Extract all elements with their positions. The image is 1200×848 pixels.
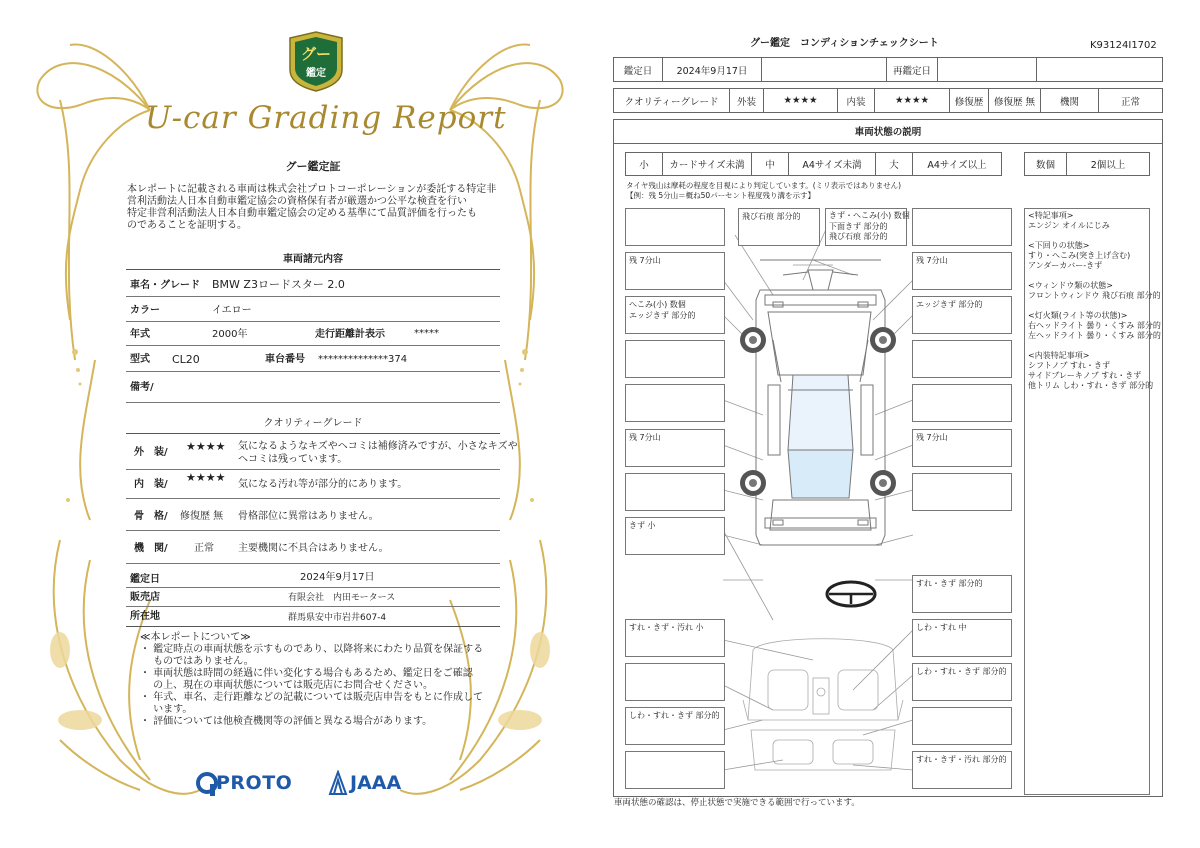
report-brand-title: U-car Grading Report (145, 100, 507, 136)
damage-box-left-door (625, 340, 725, 378)
chassis-label: 車台番号 (265, 354, 305, 365)
interior-box-steering: すれ・きず 部分的 (912, 575, 1012, 613)
model-label: 型式 (130, 354, 150, 365)
special-note-line (1028, 231, 1146, 241)
spec-divider (126, 269, 500, 270)
size-small-label: 小 (625, 152, 663, 176)
special-notes-panel (1024, 208, 1161, 795)
sheet-doc-id: K93124I1702 (1090, 40, 1157, 51)
exterior-stars: ★★★★ (186, 440, 226, 453)
damage-text: 飛び石痕 部分的 (829, 232, 888, 241)
special-note-line (1028, 271, 1146, 281)
special-note-line: アンダーカバー-きず (1028, 261, 1103, 270)
spec-divider (126, 498, 500, 499)
special-note-line (1028, 301, 1146, 311)
damage-box-rear-left (625, 473, 725, 511)
interior-box-rear-left (625, 751, 725, 789)
damage-box-right-side (912, 384, 1012, 422)
exterior-label: 外 装/ (134, 447, 168, 458)
size-large-desc: A4サイズ以上 (912, 152, 1002, 176)
mileage-label: 走行距離計表示 (315, 329, 385, 340)
dealer-label: 販売店 (130, 592, 160, 603)
damage-text: きず・へこみ(小) 数個 (829, 211, 910, 220)
interior-label: 内 装/ (134, 479, 168, 490)
interior-label-cell: 内装 (837, 88, 875, 113)
damage-box-right-fender: エッジきず 部分的 (912, 296, 1012, 334)
remarks-label: 備考/ (130, 382, 154, 393)
color-label: カラー (130, 305, 160, 316)
special-note-line: 右ヘッドライト 曇り・くすみ 部分的 (1028, 321, 1161, 330)
special-note-line: シフトノブ すれ・きず (1028, 361, 1111, 370)
count-value: 2個以上 (1066, 152, 1150, 176)
count-label: 数個 (1024, 152, 1067, 176)
damage-text: 下面きず 部分的 (829, 221, 888, 231)
sheet-footer-note: 車両状態の確認は、停止状態で実施できる範囲で行っています。 (614, 798, 860, 808)
spec-divider (126, 433, 500, 434)
interior-comment: 気になる汚れ等が部分的にあります。 (238, 479, 408, 490)
special-note-line: エンジン オイルにじみ (1028, 221, 1110, 230)
damage-box-hood: 飛び石痕 部分的 (738, 208, 820, 246)
specs-section-title: 車両諸元内容 (283, 254, 343, 265)
special-note-line: フロントウィンドウ 飛び石痕 部分的 (1028, 291, 1161, 300)
interior-stars-cell: ★★★★ (874, 88, 950, 113)
note-line: の上、現在の車両状態については販売店にお問合せください。 (140, 680, 433, 691)
sheet-title: グー鑑定 コンディションチェックシート (750, 38, 939, 49)
spec-divider (126, 587, 500, 588)
proto-logo-mark-icon (196, 772, 218, 796)
appraisal-date-value: 2024年9月17日 (300, 572, 375, 583)
damage-box-front-left (625, 208, 725, 246)
special-note-line: <内装特記事項> (1028, 351, 1090, 360)
jaaa-logo-text: JAAA (350, 772, 402, 794)
special-note-line: <灯火類(ライト等の状態)> (1028, 311, 1128, 320)
spec-divider (126, 345, 500, 346)
report-notes (140, 632, 500, 728)
name-grade-label: 車名・グレード (130, 280, 200, 291)
damage-box-left-fender (625, 296, 725, 334)
color-value: イエロー (212, 305, 252, 316)
engine-label: 機 関/ (134, 543, 168, 554)
interior-box-right-trim: しわ・すれ・きず 部分的 (912, 663, 1012, 701)
spec-divider (126, 402, 500, 403)
frame-label: 骨 格/ (134, 511, 168, 522)
chassis-value: **************374 (318, 354, 408, 365)
engine-value-cell: 正常 (1098, 88, 1163, 113)
interior-box-rear-right: すれ・きず・汚れ 部分的 (912, 751, 1012, 789)
jaaa-logo-mark-icon (328, 770, 348, 796)
steering-wheel-icon (827, 582, 875, 606)
size-small-desc: カードサイズ未満 (662, 152, 752, 176)
exterior-comment-line-2: ヘコミは残っています。 (238, 454, 348, 465)
appraisal-date-label-cell: 鑑定日 (613, 57, 663, 82)
location-label: 所在地 (130, 611, 160, 622)
quality-section-title: クオリティーグレード (263, 418, 363, 429)
interior-box-left-trim (625, 663, 725, 701)
tire-box-rear-right: 残 7分山 (912, 429, 1012, 467)
spec-divider (126, 563, 500, 564)
appraisal-date-label: 鑑定日 (130, 574, 160, 585)
interior-box-driver-seat: しわ・すれ 中 (912, 619, 1012, 657)
exterior-label-cell: 外装 (729, 88, 764, 113)
spec-divider (126, 626, 500, 627)
exterior-comment-line-1: 気になるようなキズやヘコミは補修済みですが、小さなキズや (238, 441, 518, 452)
spec-divider (126, 371, 500, 372)
spec-divider (126, 296, 500, 297)
svg-text:グー: グー (300, 45, 332, 63)
spec-divider (126, 606, 500, 607)
special-note-line: 他トリム しわ・すれ・きず 部分的 (1028, 381, 1154, 390)
damage-box-front (825, 208, 910, 246)
damage-text: エッジきず 部分的 (629, 311, 696, 320)
special-note-line (1028, 341, 1146, 351)
model-value: CL20 (172, 353, 200, 366)
blank-cell (761, 57, 887, 82)
damage-box-front-right (912, 208, 1012, 246)
tire-box-front-left: 残 7分山 (625, 252, 725, 290)
interior-stars: ★★★★ (186, 471, 226, 484)
name-grade-value: BMW Z3ロードスター 2.0 (212, 278, 345, 291)
spec-divider (126, 469, 500, 470)
note-line: ものではありません。 (140, 656, 254, 667)
reappraisal-value-cell (937, 57, 1037, 82)
interior-box-passenger-seat: しわ・すれ・きず 部分的 (625, 707, 725, 745)
engine-value: 正常 (194, 543, 214, 554)
note-line: ・ 鑑定時点の車両状態を示すものであり、以降将来にわたり品質を保証する (140, 644, 484, 655)
note-line: ・ 車両状態は時間の経過に伴い変化する場合もあるため、鑑定日をご確認 (140, 668, 473, 679)
spec-divider (126, 530, 500, 531)
damage-box-rear: きず 小 (625, 517, 725, 555)
tire-note-1: タイヤ残山は摩耗の程度を目視により判定しています。(ミリ表示ではありません) (626, 181, 902, 190)
engine-comment: 主要機関に不具合はありません。 (238, 543, 389, 554)
special-note-line: サイドブレーキノブ すれ・きず (1028, 371, 1142, 380)
special-note-line: <ウィンドウ類の状態> (1028, 281, 1113, 290)
condition-title: 車両状態の説明 (613, 119, 1163, 144)
certificate-intro (127, 184, 497, 232)
intro-line: 本レポートに記載される車両は株式会社プロトコーポレーションが委託する特定非 (127, 184, 497, 195)
grade-label-cell: クオリティーグレード (613, 88, 730, 113)
interior-box-dashboard: すれ・きず・汚れ 小 (625, 619, 725, 657)
mileage-value: ***** (414, 328, 439, 339)
special-note-line: <下回りの状態> (1028, 241, 1090, 250)
damage-box-rear-right (912, 473, 1012, 511)
size-mid-label: 中 (751, 152, 789, 176)
spec-divider (126, 321, 500, 322)
year-value: 2000年 (212, 329, 248, 340)
damage-box-left-side (625, 384, 725, 422)
exterior-stars-cell: ★★★★ (763, 88, 838, 113)
note-line: ・ 年式、車名、走行距離などの記載については販売店申告をもとに作成して (140, 692, 483, 703)
frame-comment: 骨格部位に異常はありません。 (238, 511, 379, 522)
intro-line: 営利活動法人日本自動車鑑定協会の資格保有者が厳選かつ公平な検査を行い (127, 196, 467, 207)
location-value: 群馬県安中市岩井607-4 (288, 613, 387, 623)
repair-label-cell: 修復歴 (949, 88, 989, 113)
proto-logo-text: PROTO (216, 772, 293, 794)
interior-box-console (912, 707, 1012, 745)
tire-box-rear-left: 残 7分山 (625, 429, 725, 467)
damage-box-right-door (912, 340, 1012, 378)
notes-title: ≪本レポートについて≫ (140, 632, 251, 643)
svg-text:鑑定: 鑑定 (306, 68, 326, 79)
repair-value-cell: 修復歴 無 (988, 88, 1041, 113)
tire-box-front-right: 残 7分山 (912, 252, 1012, 290)
reappraisal-label-cell: 再鑑定日 (886, 57, 938, 82)
size-large-label: 大 (875, 152, 913, 176)
goo-appraisal-logo (288, 30, 344, 92)
special-notes-title: <特記事項> (1028, 211, 1074, 220)
special-note-line: 左ヘッドライト 曇り・くすみ 部分的 (1028, 331, 1161, 340)
intro-line: 特定非営利活動法人日本自動車鑑定協会の定める基準にて品質評価を行ったも (127, 208, 477, 219)
year-label: 年式 (130, 329, 150, 340)
intro-line: のであることを証明する。 (127, 220, 247, 231)
dealer-value: 有限会社 内田モータース (288, 593, 396, 603)
size-mid-desc: A4サイズ未満 (788, 152, 876, 176)
special-note-line: すり・へこみ(突き上げ含む) (1028, 251, 1131, 260)
note-line: ・ 評価については他検査機関等の評価と異なる場合があります。 (140, 716, 433, 727)
tire-note-2: 【例：残 5分山＝概ね50パーセント程度残り溝を示す】 (626, 191, 816, 200)
engine-label-cell: 機関 (1040, 88, 1099, 113)
certificate-title: グー鑑定証 (285, 160, 341, 173)
appraisal-date-value-cell: 2024年9月17日 (662, 57, 762, 82)
damage-text: へこみ(小) 数個 (629, 300, 686, 309)
note-line: います。 (140, 704, 193, 715)
frame-value: 修復歴 無 (180, 511, 224, 522)
